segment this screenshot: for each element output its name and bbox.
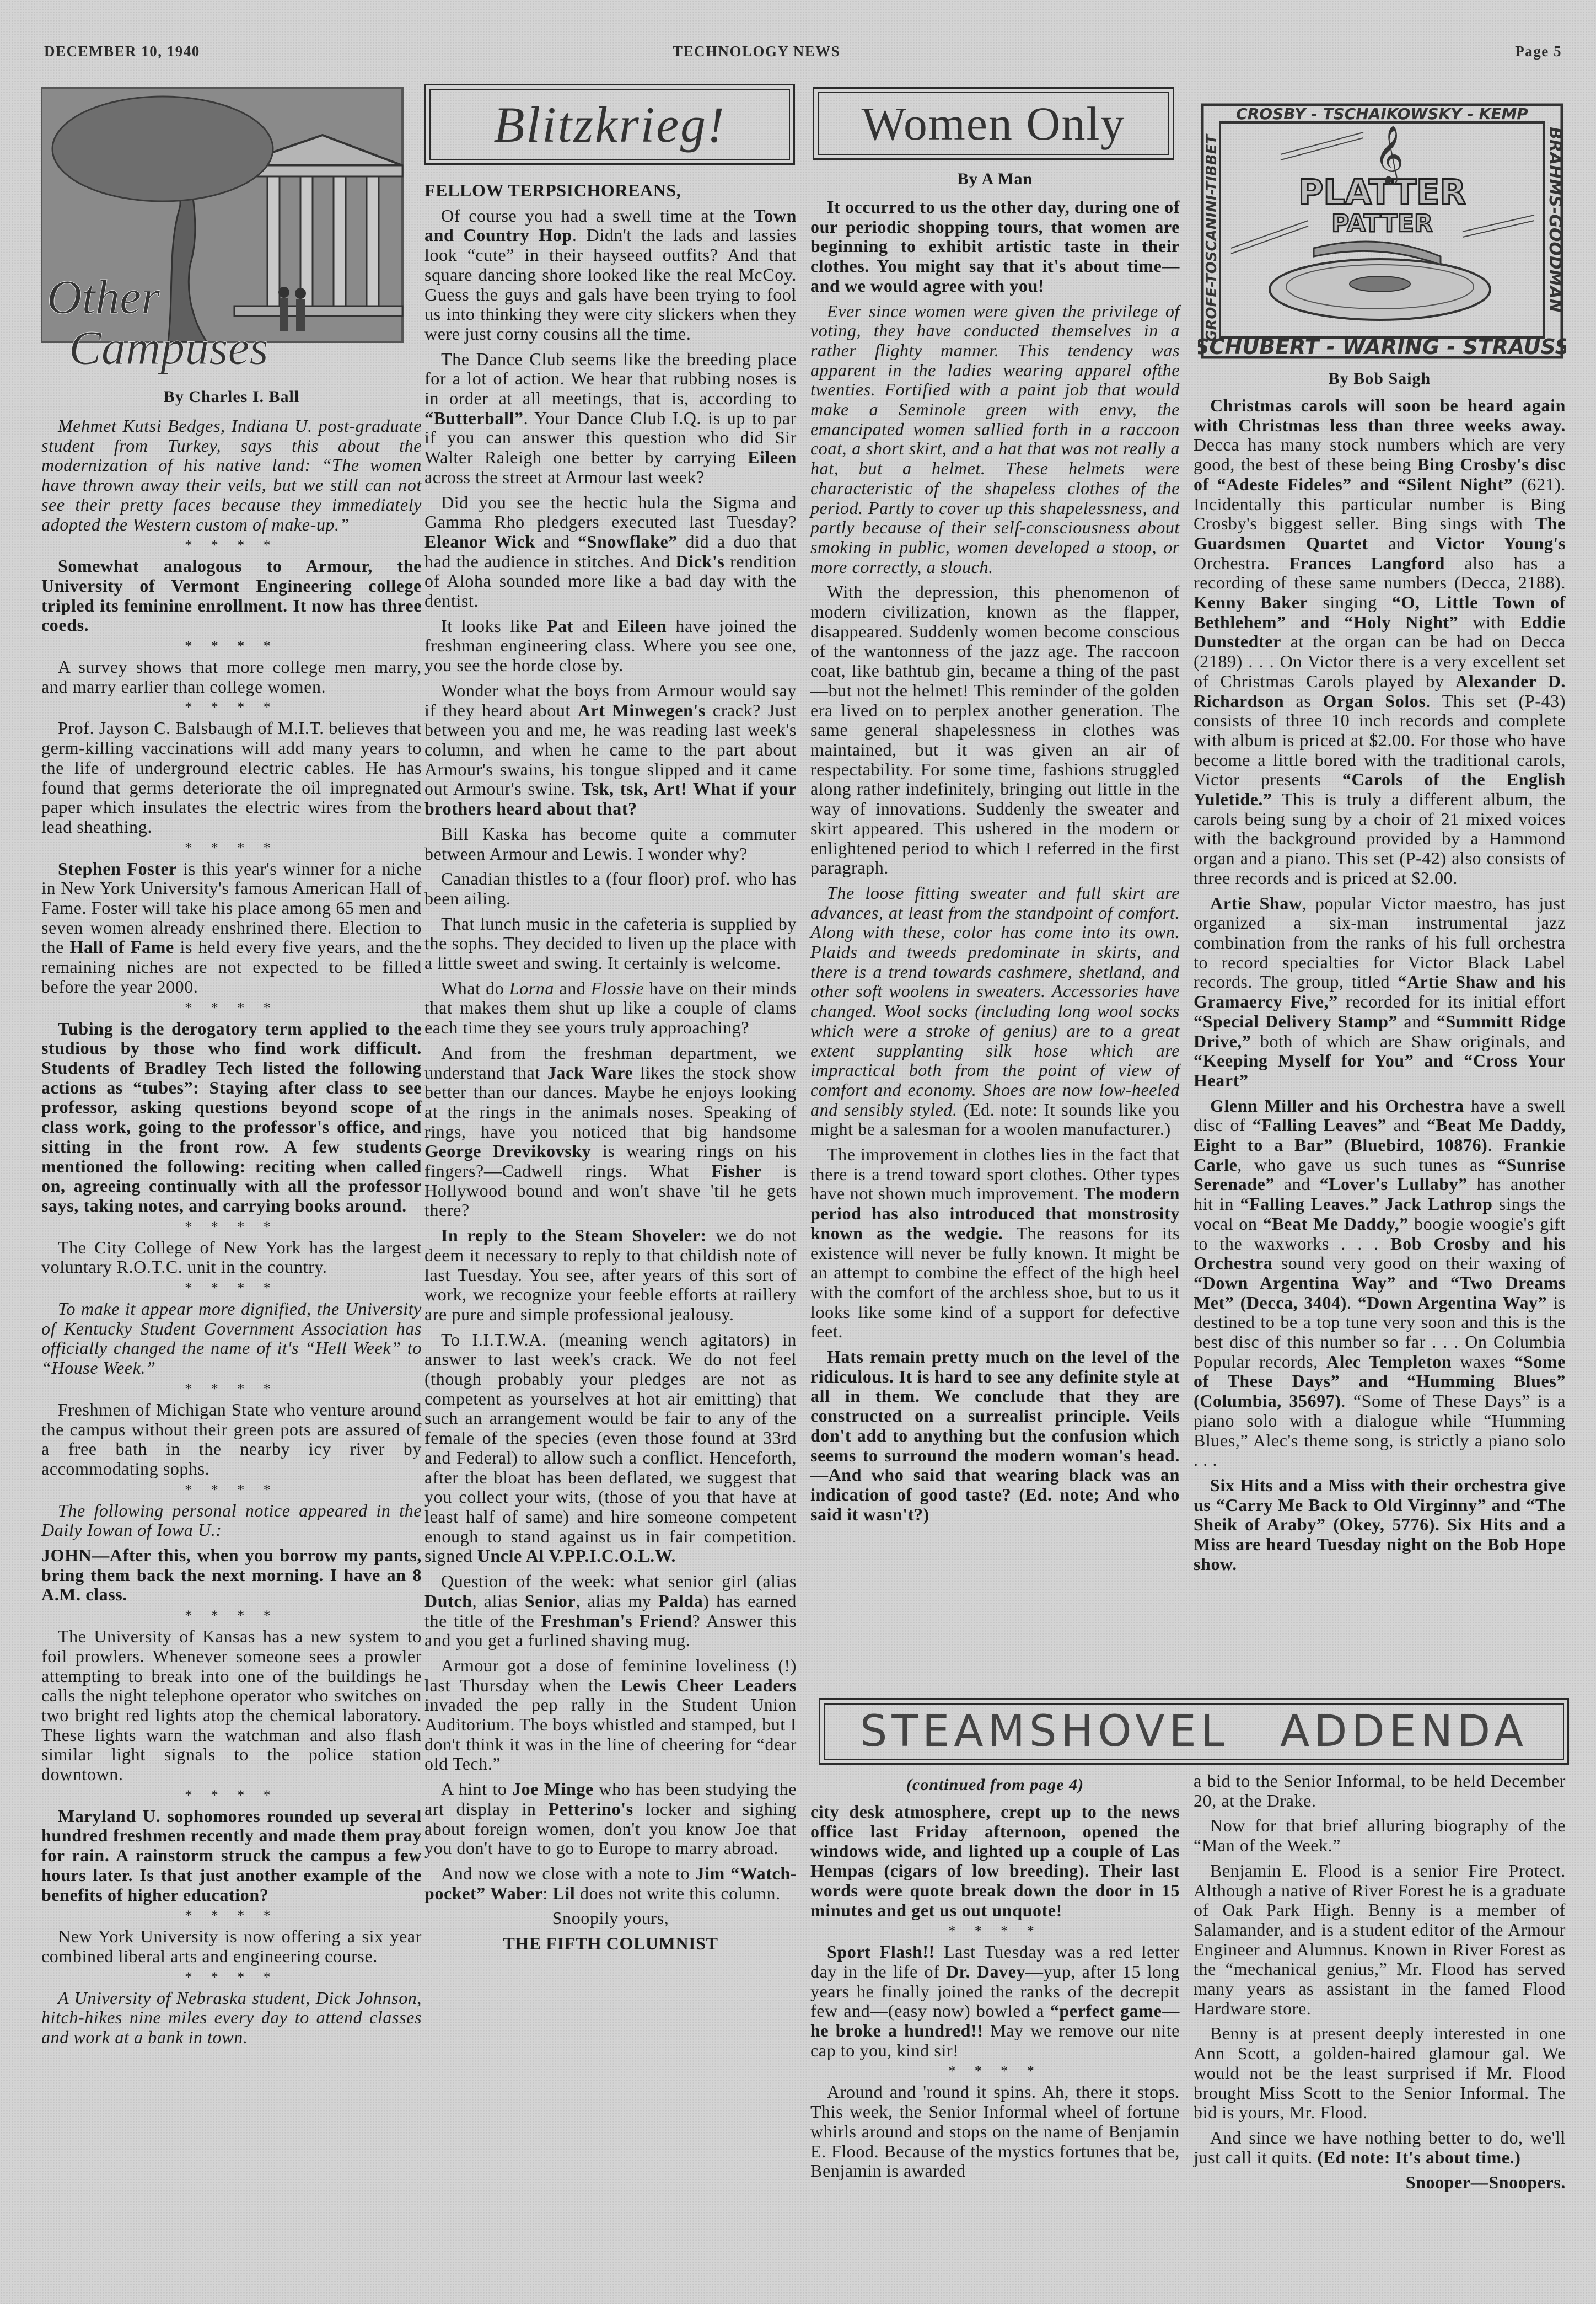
separator: * * * * xyxy=(948,2063,1042,2080)
paragraph xyxy=(424,1864,797,1903)
separator: * * * * xyxy=(185,1908,278,1924)
paragraph: The University of Kansas has a new system to foil prowlers. Whenever someone sees a prowler attempting to break into one of the buildings he calls the night telephone operator who switches on two bright red lights atop the chemical laboratory. These lights warn the watchman and also flash similar light signals to the police station downtown. xyxy=(41,1626,422,1785)
bold-run: Freshman's Friend xyxy=(541,1610,692,1631)
text-run: (621). Incidentally this particular number is Bing Crosby's biggest seller. Bing sings with xyxy=(1194,474,1566,534)
steamshovel-heading-box xyxy=(819,1698,1569,1765)
text-run: likes the stock show better than our dances. Maybe he enjoys looking at the rings in the animals noses. Speaking of rings, have you noticed that big handsome xyxy=(424,1062,797,1142)
text-run: What do xyxy=(441,978,509,998)
platter-patter-byline: By Bob Saigh xyxy=(1328,369,1431,388)
text-run: The improvement in clothes lies in the fact that there is a trend toward sport clothes. Other types have not shown much improvement. xyxy=(810,1144,1180,1204)
bold-run: “Down Argentina Way” and “Two Dreams Met” (Decca, 3404) xyxy=(1194,1272,1566,1312)
text-run: locker and sighing about foreign women, don't you know Joe that you don't have to go to Europe to marry abroad. xyxy=(424,1798,797,1858)
text-run: crack? Just between you and me, he was reading last week's column, and when he came to the part about Armour's swains, his tongue slipped and it came out Armour's swine. xyxy=(424,700,797,799)
bold-run: Pat xyxy=(546,615,573,636)
other-campuses-column xyxy=(41,416,422,2053)
paragraph: a bid to the Senior Informal, to be held December 20, at the Drake. xyxy=(1194,1771,1566,1810)
platter-patter-logo xyxy=(1198,66,1566,361)
bold-run: Eileen xyxy=(617,615,667,636)
paragraph xyxy=(424,1780,797,1858)
bold-run: Kenny Baker xyxy=(1194,592,1308,613)
women-only-column xyxy=(810,197,1180,1530)
bold-run: Organ Solos xyxy=(1323,690,1426,711)
paragraph xyxy=(424,681,797,819)
continued-from-note: (continued from page 4) xyxy=(906,1776,1084,1794)
text-run: did a duo that had the audience in stitches. And xyxy=(424,531,797,571)
separator: * * * * xyxy=(185,699,278,716)
paragraph xyxy=(41,859,422,997)
text-run: The reasons for its existence will never be fully known. It might be an attempt to combine the effect of the high heel with the comfort of the archless shoe, but to us it looks like some kind of a support for defective feet. xyxy=(810,1223,1180,1342)
bold-run: Sport Flash!! xyxy=(827,1942,935,1962)
bold-run: Jim “Watch-pocket” Waber xyxy=(424,1863,797,1903)
paragraph: A University of Nebraska student, Dick Johnson, hitch-hikes nine miles every day to attend classes and work at a bank in town. xyxy=(41,1987,422,2048)
separator: * * * * xyxy=(185,1608,278,1624)
paragraph xyxy=(424,206,797,344)
text-run: And now we close with a note to xyxy=(441,1863,696,1883)
paragraph: Snoopily yours, xyxy=(552,1908,669,1928)
text-run: have joined the freshman engineering class. Where you see one, you see the horde close by. xyxy=(424,615,797,676)
text-run: and xyxy=(1368,533,1435,553)
text-run: : xyxy=(542,1883,553,1903)
paragraph: Around and 'round it spins. Ah, there it stops. This week, the Senior Informal wheel of fortune whirls around and stops on the name of Benjamin E. Flood. Because of the mystics fortunes that be, Benjamin is awarded xyxy=(810,2082,1180,2181)
text-run: at the organ can be had on Decca (2189) . . . On Victor there is a very excellent set of Christmas Carols played by xyxy=(1194,631,1566,691)
bold-run: “Beat Me Daddy, Eight to a Bar” (Bluebird, 10876) xyxy=(1194,1115,1566,1155)
paragraph: Benjamin E. Flood is a senior Fire Protect. Although a native of River Forest he is a graduate of Oak Park High. Benny is a member of Salamander, and is a student editor of the Armour Engineer and Alumnus. Known in River Forest as the “mechanical genius,” Mr. Flood has served many years as assistant in the famed Flood Hardware store. xyxy=(1194,1860,1566,2018)
text-run: , who gave us such tunes as xyxy=(1237,1154,1498,1175)
bold-run: Lil xyxy=(552,1883,576,1903)
text-run: across the street at Armour last week? xyxy=(424,467,705,487)
text-run: , alias my xyxy=(576,1590,659,1611)
text-run: Did you see the hectic hula the Sigma and Gamma Rho pledgers executed last Tuesday? xyxy=(424,492,797,532)
text-run: and xyxy=(1275,1174,1320,1194)
paragraph: FELLOW TERPSICHOREANS, xyxy=(424,180,681,200)
text-run: is this year's winner for a niche in New York University's famous American Hall of Fame. Foster will take his place among 65 men and seven women already enshrined there. Election to the xyxy=(41,858,422,957)
bold-run: Eileen xyxy=(748,447,797,468)
paragraph: The City College of New York has the largest voluntary R.O.T.C. unit in the country. xyxy=(41,1237,422,1277)
bold-run: “Beat Me Daddy,” xyxy=(1262,1213,1409,1234)
paragraph: That lunch music in the cafeteria is supplied by the sophs. They decided to liven up the place with a little sweet and swing. It certainly is welcome. xyxy=(424,913,797,973)
logo-title-patter: PATTER xyxy=(1331,210,1433,238)
bold-run: Jack Ware xyxy=(547,1062,633,1083)
issue-date: DECEMBER 10, 1940 xyxy=(44,43,200,60)
bold-run: Hall of Fame xyxy=(69,937,174,957)
bold-run: “Down Argentina Way” xyxy=(1357,1292,1547,1312)
text-run: The Dance Club seems like the breeding place for a lot of action. We hear that rubbing noses is in order at all meetings, that is, according to xyxy=(424,349,797,409)
bold-run: Jack Lathrop xyxy=(1385,1194,1493,1214)
bold-run: Alexander D. Richardson xyxy=(1194,671,1566,711)
text-run: invaded the pep rally in the Student Union Auditorium. The boys whistled and stamped, but I don't think it was in the line of cheering for “dear old Tech.” xyxy=(424,1695,797,1774)
paragraph: Ever since women were given the privilege of voting, they have conducted themselves in a rather flighty manner. This tendency was apparent in the ladies wearing apparel ofthe twenties. Fortified with a paint job that would make a Seminole green with envy, the emancipated women sallied forth in a raccoon coat, a short skirt, and a hat that was not really a hat, but a helmet. These helmets were characteristic of the shapeless clothes of the period. Partly to cover up this shapelessness, and partly because of their self-consciousness about smoking in public, women developed a stoop, or more correctly, a slouch. xyxy=(810,301,1180,577)
bold-run: Joe Minge xyxy=(512,1779,594,1799)
bold-run: Bing Crosby's disc of “Adeste Fideles” and “Silent Night” xyxy=(1194,454,1566,494)
text-run: Question of the week: what senior girl (alias xyxy=(441,1571,797,1592)
bold-run: Alec Templeton xyxy=(1326,1351,1452,1371)
text-run: recorded for its initial effort xyxy=(1337,992,1566,1012)
bold-run: Fisher xyxy=(711,1161,762,1181)
other-campuses-illustration xyxy=(41,83,422,389)
bold-run: Senior xyxy=(524,1590,576,1611)
text-run: . Didn't the lads and lassies look “cute” in their hayseed outfits? And that square dancing shore looked like the real McCoy. Guess the guys and gals have been trying to fool us into thinking they were city slickers when they were just corny cousins all the time. xyxy=(424,225,797,344)
paragraph xyxy=(1194,396,1566,888)
text-run: we do not deem it necessary to reply to that childish note of last Tuesday. You see, after years of this sort of work, we recognize your feeble efforts at raillery are pure and simple professional jealousy. xyxy=(424,1225,797,1324)
text-run: Decca has many stock numbers which are very good, the best of these being xyxy=(1194,435,1566,475)
text-run: Wonder what the boys from Armour would say if they heard about xyxy=(424,680,797,720)
bold-run: Bob Crosby and his Orchestra xyxy=(1194,1233,1566,1273)
bold-run: Uncle Al V.PP.I.C.O.L.W. xyxy=(477,1546,676,1566)
paragraph xyxy=(424,1330,797,1566)
text-run: rendition of Aloha sounded more like a bad day with the dentist. xyxy=(424,551,797,611)
logo-left-names: GROFE-TOSCANINI-TIBBET xyxy=(1203,134,1220,342)
steamshovel-column-right xyxy=(1194,1771,1566,2198)
separator: * * * * xyxy=(185,1280,278,1296)
paragraph xyxy=(810,1942,1180,2060)
paragraph xyxy=(424,617,797,676)
bold-run: Dick's xyxy=(675,551,725,571)
paragraph xyxy=(424,1572,797,1651)
bold-run: Eleanor Wick xyxy=(424,531,535,551)
paragraph: Freshmen of Michigan State who venture around the campus without their green pots are assured of a free bath in the nearby icy river by accommodating sophs. xyxy=(41,1399,422,1478)
bold-run: “Butterball” xyxy=(424,408,524,428)
text-run: May we remove our nite cap to you, kind sir! xyxy=(810,2021,1180,2060)
paragraph xyxy=(424,350,797,487)
text-run: (Ed. note: It sounds like you might be a salesman for a woolen manufacturer.) xyxy=(810,1099,1180,1139)
logo-right-names: BRAHMS-GOODMAN xyxy=(1545,127,1565,313)
text-run: . xyxy=(1487,1135,1504,1155)
logo-bottom-names: SCHUBERT - WARING - STRAUSS xyxy=(1198,335,1566,359)
text-run: has another hit in xyxy=(1194,1174,1566,1214)
bold-run: In reply to the Steam Shoveler: xyxy=(441,1225,707,1246)
separator: * * * * xyxy=(185,999,278,1016)
text-run: Armour got a dose of feminine loveliness (!) last Thursday when the xyxy=(424,1655,797,1695)
svg-text:Campuses: Campuses xyxy=(69,322,268,375)
paragraph xyxy=(1194,1096,1566,1470)
text-run: ? Answer this and you get a furlined shaving mug. xyxy=(424,1610,797,1651)
treble-clef-icon: 𝄞 xyxy=(1374,125,1404,183)
separator: * * * * xyxy=(185,638,278,655)
paragraph: Bill Kaska has become quite a commuter between Armour and Lewis. I wonder why? xyxy=(424,823,797,864)
text-run: waxes xyxy=(1452,1351,1514,1371)
bold-run: “Falling Leaves” xyxy=(1252,1115,1387,1135)
paragraph: New York University is now offering a six year combined liberal arts and engineering course. xyxy=(41,1926,422,1966)
bold-run: “Summitt Ridge Drive,” xyxy=(1194,1011,1566,1051)
bold-run: The modern period has also introduced that monstrosity known as the wedgie. xyxy=(810,1183,1180,1243)
paragraph: Mehmet Kutsi Bedges, Indiana U. post-graduate student from Turkey, says this about the modernization of his native land: “The women have thrown away their veils, but we still can not see their pretty faces because they immediately adopted the Western custom of make-up.” xyxy=(41,416,422,534)
text-run: does not write this column. xyxy=(575,1883,781,1903)
phonograph-record-icon xyxy=(1198,66,1566,361)
other-campuses-logo-text: Other xyxy=(47,271,160,324)
paragraph: Snooper—Snoopers. xyxy=(1405,2172,1566,2193)
bold-run: Art Minwegen's xyxy=(577,700,706,720)
separator: * * * * xyxy=(185,1481,278,1498)
text-run: as xyxy=(1284,690,1323,711)
text-run: It looks like xyxy=(441,615,547,636)
bold-run: Lewis Cheer Leaders xyxy=(620,1675,797,1695)
bold-run: “O, Little Town of Bethlehem” and “Holy Night” xyxy=(1194,592,1566,632)
text-run: sings the vocal on xyxy=(1194,1194,1566,1234)
paragraph xyxy=(424,493,797,611)
text-run: is Hollywood bound and won't shave 'til he gets there? xyxy=(424,1161,797,1220)
bold-run: “Carols of the English Yuletide.” xyxy=(1194,769,1566,810)
women-only-byline: By A Man xyxy=(957,170,1033,188)
paragraph xyxy=(424,1226,797,1325)
newspaper-name: TECHNOLOGY NEWS xyxy=(673,43,841,60)
bold-run: Town and Country Hop xyxy=(424,205,797,245)
separator: * * * * xyxy=(185,1969,278,1985)
paragraph xyxy=(424,1043,797,1220)
paragraph: To make it appear more dignified, the University of Kentucky Student Government Association has officially changed the name of it's “Hell Week” to “House Week.” xyxy=(41,1299,422,1378)
bold-run: Dr. Davey xyxy=(945,1961,1026,1981)
text-run: is held every five years, and the remaining niches are not expected to be filled before the year 2000. xyxy=(41,937,422,996)
italic-run: The loose fitting sweater and full skirt are advances, at least from the standpoint of comfort. Along with these, color has come into its own. Plaids and tweeds predominate in skirts, and there is a trend towards cashmere, shetland, and other soft woolens in sweaters. Accessories have changed. Wool socks (including long wool socks which were a stroke of genius) are to a great extent supplanting silk hose which are impractical both from the point of view of comfort and economy. Shoes are now low-heeled and sensibly styled. xyxy=(810,882,1180,1119)
bold-run: Victor Young's xyxy=(1434,533,1566,553)
text-run xyxy=(1379,1194,1385,1214)
blitzkrieg-heading-box xyxy=(424,84,795,165)
paragraph xyxy=(424,1656,797,1774)
bold-run: Tsk, tsk, Art! What if your brothers heard about that? xyxy=(424,779,797,819)
paragraph: Benny is at present deeply interested in one Ann Scott, a golden-haired glamour gal. We would not be the least surprised if Mr. Flood brought Miss Scott to the Senior Informal. The bid is yours, Mr. Flood. xyxy=(1194,2023,1566,2123)
other-campuses-byline: By Charles I. Ball xyxy=(163,388,300,406)
bold-run: The Guardsmen Quartet xyxy=(1194,513,1566,553)
paragraph: Maryland U. sophomores rounded up several hundred freshmen recently and made them pray for rain. A rainstorm struck the campus a few hours later. Is that just another example of the benefits of higher education? xyxy=(41,1805,422,1905)
text-run: and xyxy=(1398,1011,1437,1031)
separator: * * * * xyxy=(185,1218,278,1235)
paragraph: Six Hits and a Miss with their orchestra give us “Carry Me Back to Old Virginny” and “The Sheik of Araby” (Okey, 5776). Six Hits and a Miss are heard Tuesday night on the Bob Hope show. xyxy=(1194,1475,1566,1574)
separator: * * * * xyxy=(185,1380,278,1397)
text-run: is wearing rings on his fingers?—Cadwell rings. What xyxy=(424,1141,797,1181)
separator: * * * * xyxy=(185,1787,278,1803)
text-run: who has been studying the art display in xyxy=(424,1779,797,1819)
text-run: and xyxy=(1387,1115,1427,1135)
bold-run: Christmas carols will soon be heard again with Christmas less than three weeks away. xyxy=(1194,395,1566,435)
bold-run: “Some of These Days” and “Humming Blues” (Columbia, 35697) xyxy=(1194,1351,1566,1411)
text-run: boogie woogie's gift to the waxworks . . . xyxy=(1194,1213,1566,1253)
paragraph: Somewhat analogous to Armour, the University of Vermont Engineering college tripled its feminine enrollment. It now has three coeds. xyxy=(41,556,422,635)
bold-run: “Falling Leaves.” xyxy=(1240,1194,1379,1214)
bold-run: Petterino's xyxy=(548,1798,633,1819)
paragraph xyxy=(1194,894,1566,1091)
paragraph xyxy=(810,1145,1180,1342)
bold-run: “perfect game—he broke a hundred!! xyxy=(810,2001,1180,2041)
text-run: . “Some of These Days” is a piano solo with a dialogue while “Humming Blues,” Alec's theme song, is strictly a piano solo . . . xyxy=(1194,1391,1566,1470)
separator: * * * * xyxy=(185,839,278,856)
paragraph: Prof. Jayson C. Balsbaugh of M.I.T. believes that germ-killing vaccinations will add many years to the life of underground electric cables. He has found that germs deteriorate the oil impregnated paper which insulates the electric wires from the lead sheathing. xyxy=(41,718,422,837)
text-run: and xyxy=(535,531,578,551)
italic-run: Lorna xyxy=(509,978,554,998)
bold-run: “Snowflake” xyxy=(578,531,678,551)
women-only-heading-box xyxy=(813,87,1174,160)
italic-run: Flossie xyxy=(590,978,644,998)
text-run: ) has earned the title of the xyxy=(424,1590,797,1631)
paragraph: The following personal notice appeared in the Daily Iowan of Iowa U.: xyxy=(41,1500,422,1540)
text-run: , alias xyxy=(472,1590,525,1611)
paragraph: With the depression, this phenomenon of modern civilization, known as the flapper, disappeared. Suddenly women become conscious of the wantonness of the jazz age. The raccoon coat, like bathtub gin, became a thing of the past—but not the helmet! This reminder of the golden era lived on to perplex another generation. The same general shapelessness in clothes was maintained, but it was given an air of respectability. For some time, fashions struggled along rather indefinitely, bringing out little in the way of innovations. Suddenly the sweater and skirt appeared. This ushered in the modern or enlightened period to which I referred in the first paragraph. xyxy=(810,582,1180,878)
paragraph: Hats remain pretty much on the level of the ridiculous. It is hard to see any definite style at all in them. We conclude that they are constructed on a surrealist principle. Veils don't add to anything but the confusion which seems to surround the modern woman's head.—And who said that wearing black was an indication of good taste? (Ed. note; And who said it wasn't?) xyxy=(810,1347,1180,1524)
bold-run: Palda xyxy=(658,1590,703,1611)
text-run: , popular Victor maestro, has just organized a six-man instrumental jazz combination from the ranks of his full orchestra to record specialties for Victor Black Label records. The group, titled xyxy=(1194,893,1566,992)
paragraph: JOHN—After this, when you borrow my pants, bring them back the next morning. I have an 8 A.M. class. xyxy=(41,1545,422,1605)
bold-run: (Ed note: It's about time.) xyxy=(1317,2147,1521,2167)
text-run: And from the freshman department, we understand that xyxy=(424,1042,797,1083)
bold-run: Dutch xyxy=(424,1590,472,1611)
bold-run: “Special Delivery Stamp” xyxy=(1194,1011,1398,1031)
text-run: Orchestra. xyxy=(1194,553,1289,573)
text-run: A hint to xyxy=(441,1779,513,1799)
text-run: singing xyxy=(1308,592,1392,613)
text-run: and xyxy=(573,615,618,636)
bold-run: “Sunrise Serenade” xyxy=(1194,1154,1566,1194)
paragraph: A survey shows that more college men marry, and marry earlier than college women. xyxy=(41,657,422,696)
text-run: To I.I.T.W.A. (meaning wench agitators) in answer to last week's crack. We do not feel (though probably your pledges are not as competent as yourselves at hot air emitting) that such an arrangement would be fair to any of the female of the species (even those found at 33rd and Federal) to allow such a conflict. Henceforth, after the bloat has been deflated, we suggest that you collect your wits, (those of you that have at least half of same) and hire someone competent enough to stand against us in fair competition. signed xyxy=(424,1329,797,1566)
text-run: Last Tuesday was a red letter day in the life of xyxy=(810,1942,1180,1981)
steamshovel-title: STEAMSHOVEL ADDENDA xyxy=(859,1707,1528,1756)
blitzkrieg-column xyxy=(424,181,797,1959)
paragraph: It occurred to us the other day, during one of our periodic shopping tours, that women are beginning to exhibit artistic taste in their clothes. You might say that it's about time—and we would agree with you! xyxy=(810,197,1180,296)
separator: * * * * xyxy=(948,1923,1042,1939)
text-run: both of which are Shaw originals, and xyxy=(1251,1031,1566,1051)
paragraph: city desk atmosphere, crept up to the news office last Friday afternoon, opened the windows wide, and lighted up a couple of Las Hempas (cigars of low breeding). Their last words were quote break down the door in 15 minutes and get us out unquote! xyxy=(810,1802,1180,1920)
paragraph: Canadian thistles to a (four floor) prof. who has been ailing. xyxy=(424,869,797,908)
bold-run: Stephen Foster xyxy=(58,858,178,878)
text-run: . xyxy=(1346,1292,1358,1312)
paragraph xyxy=(424,979,797,1038)
text-run: with xyxy=(1458,612,1520,632)
separator: * * * * xyxy=(185,537,278,554)
text-run: sound very good on their waxing of xyxy=(1272,1253,1566,1273)
text-run: and xyxy=(554,978,591,998)
text-run: also has a recording of these same numbers (Decca, 2188). xyxy=(1194,553,1566,593)
text-run: . This set (P-43) consists of three 10 inch records and complete with album is priced at $2.00. For those who have become a little bored with the traditional carols, Victor presents xyxy=(1194,690,1566,790)
platter-patter-column xyxy=(1194,396,1566,1579)
logo-title-platter: PLATTER xyxy=(1298,172,1466,212)
text-run: —yup, after 15 long years he finally joined the ranks of the decrepit few and—(easy now) bowled a xyxy=(810,1961,1180,2021)
campus-building-icon xyxy=(41,83,422,389)
bold-run: Frankie Carle xyxy=(1194,1135,1566,1175)
logo-top-names: CROSBY - TSCHAIKOWSKY - KEMP xyxy=(1236,105,1528,123)
page-number: Page 5 xyxy=(1515,43,1562,60)
bold-run: “Artie Shaw and his Gramaercy Five,” xyxy=(1194,972,1566,1012)
bold-run: Eddie Dunstedter xyxy=(1194,612,1566,652)
text-run: . Your Dance Club I.Q. is up to par if you can answer this question who did Sir Walter Raleigh one better by carrying xyxy=(424,408,797,468)
steamshovel-column-left xyxy=(810,1802,1180,2187)
paragraph xyxy=(1194,2128,1566,2167)
text-run: Of course you had a swell time at the xyxy=(441,205,754,226)
bold-run: “Keeping Myself for You” and “Cross Your Heart” xyxy=(1194,1051,1566,1090)
women-only-title: Women Only xyxy=(861,97,1126,150)
text-run: And since we have nothing better to do, we'll just call it quits. xyxy=(1194,2127,1566,2167)
paragraph xyxy=(810,883,1180,1139)
bold-run: Artie Shaw xyxy=(1210,893,1302,913)
bold-run: Glenn Miller and his Orchestra xyxy=(1210,1095,1464,1116)
paragraph: THE FIFTH COLUMNIST xyxy=(503,1933,718,1954)
text-run: have on their minds that makes them shut up like a couple of clams each time they see yours truly approaching? xyxy=(424,978,797,1038)
paragraph: Now for that brief alluring biography of the “Man of the Week.” xyxy=(1194,1815,1566,1856)
bold-run: George Drevikovsky xyxy=(424,1141,592,1161)
text-run: have a swell disc of xyxy=(1194,1095,1566,1135)
blitzkrieg-title: Blitzkrieg! xyxy=(493,96,726,153)
bold-run: Frances Langford xyxy=(1289,553,1445,573)
bold-run: “Lover's Lullaby” xyxy=(1319,1174,1468,1194)
text-run: is destined to be a top tune very soon and this is the best disc of this number so far . . . On Columbia Popular records, xyxy=(1194,1292,1566,1371)
text-run: This is truly a different album, the carols being sung by a choir of 21 mixed voices with the background provided by a Hammond organ and a piano. This set (P-42) also consists of three records and is priced at $2.00. xyxy=(1194,789,1566,888)
paragraph: Tubing is the derogatory term applied to the studious by those who find work difficult. Students of Bradley Tech listed the following actions as “tubes”: Staying after class to see professor, asking questions beyond scope of class work, going to the professor's office, and sitting in the front row. A few students mentioned the following: reciting when called on, agreeing continually with all the professor says, taking notes, and carrying books around. xyxy=(41,1018,422,1215)
